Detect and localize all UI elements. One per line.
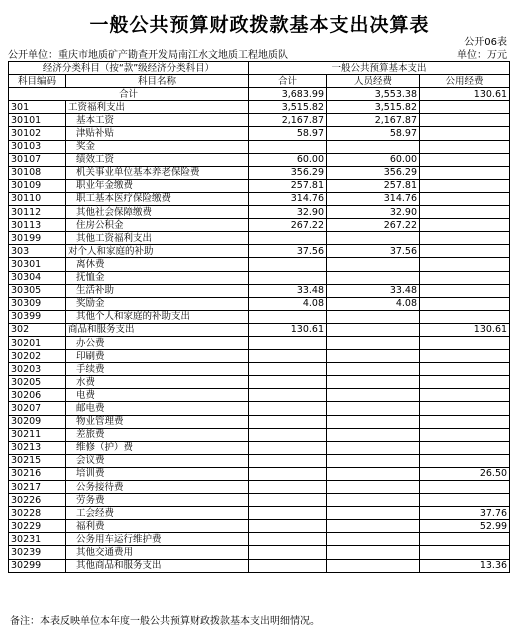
row-name: 机关事业单位基本养老保险费: [66, 166, 249, 179]
row-code: 30229: [9, 520, 66, 533]
row-personnel: [327, 376, 420, 389]
row-personnel: [327, 271, 420, 284]
row-total: 257.81: [249, 179, 327, 192]
currency-unit: 单位：万元: [457, 50, 507, 61]
row-code: 30216: [9, 467, 66, 480]
row-total: [249, 271, 327, 284]
row-total: [249, 402, 327, 415]
row-code: 30211: [9, 428, 66, 441]
row-name: 维修（护）费: [66, 441, 249, 454]
footnote: 备注：本表反映单位本年度一般公共预算财政拨款基本支出明细情况。: [10, 616, 320, 627]
table-row: [9, 140, 510, 153]
row-total: 314.76: [249, 192, 327, 205]
row-public: 130.61: [420, 323, 510, 336]
row-personnel: [327, 140, 420, 153]
row-name: 会议费: [66, 454, 249, 467]
form-number: 公开06表: [464, 37, 507, 48]
row-code: 30209: [9, 415, 66, 428]
row-total: [249, 350, 327, 363]
row-public: [420, 153, 510, 166]
row-code: 30226: [9, 494, 66, 507]
row-total: [249, 507, 327, 520]
row-name: 水费: [66, 376, 249, 389]
row-personnel: 60.00: [327, 153, 420, 166]
row-code: 30112: [9, 206, 66, 219]
reporting-unit: 公开单位：重庆市地质矿产勘查开发局南江水文地质工程地质队: [8, 50, 288, 61]
row-total: [249, 389, 327, 402]
row-personnel: 257.81: [327, 179, 420, 192]
row-total: [249, 546, 327, 559]
table-row: [9, 206, 510, 219]
total-personnel: 3,553.38: [327, 88, 420, 101]
table-row: [9, 546, 510, 559]
row-name: 公务接待费: [66, 481, 249, 494]
table-row: [9, 520, 510, 533]
row-name: 电费: [66, 389, 249, 402]
row-total: 33.48: [249, 284, 327, 297]
row-name: 办公费: [66, 336, 249, 349]
row-code: 30107: [9, 153, 66, 166]
row-public: [420, 258, 510, 271]
row-personnel: [327, 454, 420, 467]
row-public: [420, 350, 510, 363]
row-name: 劳务费: [66, 494, 249, 507]
row-personnel: 2,167.87: [327, 114, 420, 127]
row-code: 30231: [9, 533, 66, 546]
row-personnel: 356.29: [327, 166, 420, 179]
row-personnel: 314.76: [327, 192, 420, 205]
row-public: [420, 232, 510, 245]
row-name: 差旅费: [66, 428, 249, 441]
row-personnel: [327, 232, 420, 245]
row-personnel: [327, 258, 420, 271]
row-personnel: 33.48: [327, 284, 420, 297]
row-public: 13.36: [420, 559, 510, 572]
table-row: [9, 467, 510, 480]
row-name: 培训费: [66, 467, 249, 480]
row-personnel: 267.22: [327, 219, 420, 232]
header-row-2: [9, 75, 510, 88]
row-total: [249, 310, 327, 323]
row-code: 30399: [9, 310, 66, 323]
row-code: 30199: [9, 232, 66, 245]
row-code: 30213: [9, 441, 66, 454]
row-code: 30239: [9, 546, 66, 559]
row-code: 30309: [9, 297, 66, 310]
row-public: [420, 481, 510, 494]
row-public: [420, 271, 510, 284]
row-name: 生活补助: [66, 284, 249, 297]
row-name: 其他交通费用: [66, 546, 249, 559]
row-code: 30206: [9, 389, 66, 402]
row-total: [249, 376, 327, 389]
row-personnel: 32.90: [327, 206, 420, 219]
row-public: [420, 140, 510, 153]
row-total: [249, 415, 327, 428]
row-personnel: [327, 336, 420, 349]
row-public: [420, 494, 510, 507]
row-name: 邮电费: [66, 402, 249, 415]
row-total: [249, 258, 327, 271]
row-personnel: [327, 467, 420, 480]
row-name: 住房公积金: [66, 219, 249, 232]
row-personnel: 4.08: [327, 297, 420, 310]
table-row: [9, 363, 510, 376]
row-personnel: [327, 350, 420, 363]
row-total: [249, 140, 327, 153]
row-public: [420, 245, 510, 258]
row-personnel: [327, 507, 420, 520]
row-public: [420, 402, 510, 415]
row-code: 30109: [9, 179, 66, 192]
header-code: 科目编码: [9, 75, 66, 88]
row-public: [420, 428, 510, 441]
row-personnel: [327, 441, 420, 454]
row-code: 30201: [9, 336, 66, 349]
row-personnel: [327, 323, 420, 336]
total-public: 130.61: [420, 88, 510, 101]
row-code: 30207: [9, 402, 66, 415]
row-code: 30301: [9, 258, 66, 271]
row-name: 绩效工资: [66, 153, 249, 166]
row-total: [249, 481, 327, 494]
row-public: [420, 363, 510, 376]
row-code: 30202: [9, 350, 66, 363]
table-row: [9, 559, 510, 572]
row-personnel: [327, 546, 420, 559]
row-personnel: [327, 481, 420, 494]
row-code: 30110: [9, 192, 66, 205]
header-basic-spend: 一般公共预算基本支出: [249, 62, 510, 75]
table-row: [9, 219, 510, 232]
table-row: [9, 297, 510, 310]
row-name: 职业年金缴费: [66, 179, 249, 192]
row-code: 30215: [9, 454, 66, 467]
row-public: [420, 166, 510, 179]
row-name: 奖励金: [66, 297, 249, 310]
row-code: 30299: [9, 559, 66, 572]
row-name: 抚恤金: [66, 271, 249, 284]
row-public: [420, 114, 510, 127]
row-total: [249, 232, 327, 245]
row-personnel: [327, 559, 420, 572]
header-total: 合计: [249, 75, 327, 88]
row-total: [249, 467, 327, 480]
row-personnel: [327, 533, 420, 546]
row-total: 37.56: [249, 245, 327, 258]
row-public: [420, 101, 510, 114]
row-total: [249, 363, 327, 376]
row-name: 手续费: [66, 363, 249, 376]
row-name: 工会经费: [66, 507, 249, 520]
row-personnel: [327, 494, 420, 507]
table-row: [9, 389, 510, 402]
row-public: [420, 415, 510, 428]
table-row: [9, 127, 510, 140]
row-code: 30103: [9, 140, 66, 153]
row-personnel: [327, 428, 420, 441]
row-name: 奖金: [66, 140, 249, 153]
table-row: [9, 454, 510, 467]
row-total: [249, 494, 327, 507]
table-row: [9, 350, 510, 363]
row-name: 其他个人和家庭的补助支出: [66, 310, 249, 323]
header-row-1: [9, 62, 510, 75]
row-name: 物业管理费: [66, 415, 249, 428]
row-total: [249, 559, 327, 572]
row-total: 60.00: [249, 153, 327, 166]
row-name: 其他工资福利支出: [66, 232, 249, 245]
header-personnel: 人员经费: [327, 75, 420, 88]
table-row: [9, 310, 510, 323]
total-label: 合计: [9, 88, 249, 101]
row-code: 30228: [9, 507, 66, 520]
row-code: 30113: [9, 219, 66, 232]
table-row: [9, 507, 510, 520]
row-name: 职工基本医疗保险缴费: [66, 192, 249, 205]
table-row: [9, 166, 510, 179]
row-public: 52.99: [420, 520, 510, 533]
table-row: [9, 376, 510, 389]
row-public: [420, 206, 510, 219]
row-name: 津贴补贴: [66, 127, 249, 140]
page-title: 一般公共预算财政拨款基本支出决算表: [89, 14, 430, 36]
row-public: [420, 297, 510, 310]
row-personnel: [327, 363, 420, 376]
header-econ-class: 经济分类科目（按“款”级经济分类科目）: [9, 62, 249, 75]
row-personnel: [327, 402, 420, 415]
row-public: 37.76: [420, 507, 510, 520]
table-row: [9, 494, 510, 507]
table-row: [9, 101, 510, 114]
row-public: [420, 546, 510, 559]
table-row: [9, 441, 510, 454]
row-code: 30305: [9, 284, 66, 297]
row-code: 30217: [9, 481, 66, 494]
row-name: 印刷费: [66, 350, 249, 363]
table-row: [9, 402, 510, 415]
row-public: [420, 336, 510, 349]
row-public: [420, 389, 510, 402]
row-public: [420, 192, 510, 205]
row-code: 303: [9, 245, 66, 258]
row-total: 356.29: [249, 166, 327, 179]
row-personnel: 58.97: [327, 127, 420, 140]
row-public: [420, 376, 510, 389]
table-row: [9, 258, 510, 271]
header-public: 公用经费: [420, 75, 510, 88]
row-public: [420, 454, 510, 467]
row-code: 30304: [9, 271, 66, 284]
row-code: 302: [9, 323, 66, 336]
table-row: [9, 284, 510, 297]
row-total: [249, 336, 327, 349]
row-code: 30205: [9, 376, 66, 389]
row-total: 32.90: [249, 206, 327, 219]
row-total: 58.97: [249, 127, 327, 140]
row-total: [249, 441, 327, 454]
table-row: [9, 153, 510, 166]
row-personnel: [327, 415, 420, 428]
table-row: [9, 415, 510, 428]
table-row: [9, 533, 510, 546]
row-public: [420, 219, 510, 232]
row-name: 其他商品和服务支出: [66, 559, 249, 572]
row-public: [420, 284, 510, 297]
row-code: 30203: [9, 363, 66, 376]
row-public: [420, 127, 510, 140]
table-row: [9, 245, 510, 258]
row-public: [420, 179, 510, 192]
total-total: 3,683.99: [249, 88, 327, 101]
row-name: 对个人和家庭的补助: [66, 245, 249, 258]
row-public: [420, 441, 510, 454]
row-name: 福利费: [66, 520, 249, 533]
row-total: 3,515.82: [249, 101, 327, 114]
row-name: 商品和服务支出: [66, 323, 249, 336]
row-total: 130.61: [249, 323, 327, 336]
row-name: 工资福利支出: [66, 101, 249, 114]
row-name: 公务用车运行维护费: [66, 533, 249, 546]
table-row: [9, 114, 510, 127]
row-code: 30102: [9, 127, 66, 140]
row-name: 其他社会保障缴费: [66, 206, 249, 219]
row-code: 30101: [9, 114, 66, 127]
table-row: [9, 179, 510, 192]
row-code: 301: [9, 101, 66, 114]
row-total: [249, 428, 327, 441]
row-total: [249, 454, 327, 467]
row-public: [420, 533, 510, 546]
row-total: 4.08: [249, 297, 327, 310]
table-row: [9, 232, 510, 245]
row-total: [249, 533, 327, 546]
row-personnel: 37.56: [327, 245, 420, 258]
row-personnel: [327, 389, 420, 402]
header-name: 科目名称: [66, 75, 249, 88]
row-public: [420, 310, 510, 323]
row-total: [249, 520, 327, 533]
expenditure-table: [8, 61, 510, 573]
row-personnel: [327, 310, 420, 323]
row-code: 30108: [9, 166, 66, 179]
row-total: 267.22: [249, 219, 327, 232]
total-row: [9, 88, 510, 101]
table-row: [9, 481, 510, 494]
row-personnel: [327, 520, 420, 533]
table-row: [9, 428, 510, 441]
table-row: [9, 192, 510, 205]
table-row: [9, 271, 510, 284]
row-name: 离休费: [66, 258, 249, 271]
row-total: 2,167.87: [249, 114, 327, 127]
row-name: 基本工资: [66, 114, 249, 127]
row-personnel: 3,515.82: [327, 101, 420, 114]
table-row: [9, 323, 510, 336]
row-public: 26.50: [420, 467, 510, 480]
table-row: [9, 336, 510, 349]
